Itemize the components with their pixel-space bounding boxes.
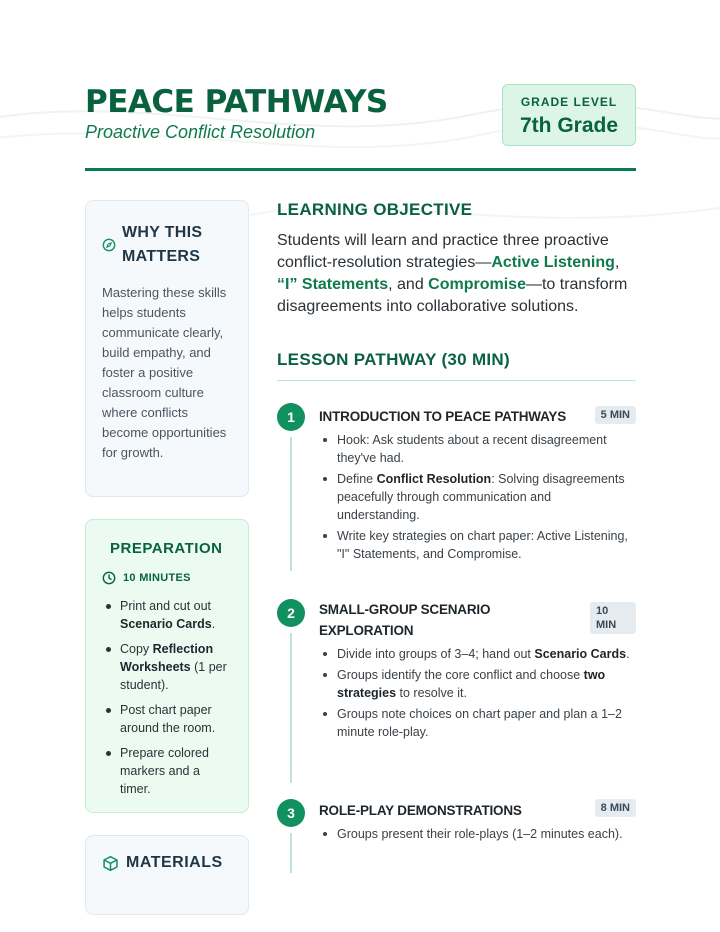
- step-duration-badge: 10 MIN: [590, 602, 636, 634]
- list-item: Print and cut out Scenario Cards.: [102, 597, 232, 633]
- step-connector-line: [290, 833, 292, 873]
- step-number-badge: 2: [277, 599, 305, 627]
- clock-icon: [102, 571, 116, 585]
- box-icon: [102, 855, 119, 872]
- lesson-step-3: [277, 799, 636, 879]
- list-item: Groups identify the core conflict and choose two strategies to resolve it.: [319, 666, 636, 702]
- learning-objective-title: LEARNING OBJECTIVE: [277, 200, 473, 219]
- step-title: SMALL-GROUP SCENARIO EXPLORATION: [319, 602, 491, 638]
- list-item: Hook: Ask students about a recent disagreement they've had.: [319, 431, 636, 467]
- materials-card: [85, 835, 249, 915]
- preparation-time-label: 10 MINUTES: [123, 572, 191, 584]
- strategy-i-statements: “I” Statements: [277, 276, 389, 293]
- step-bullets: [319, 431, 636, 563]
- lesson-steps: [277, 403, 636, 879]
- grade-level-value: 7th Grade: [519, 114, 619, 137]
- list-item: Groups note choices on chart paper and plan a 1–2 minute role-play.: [319, 705, 636, 741]
- page-subtitle: Proactive Conflict Resolution: [85, 122, 316, 142]
- step-number-badge: 3: [277, 799, 305, 827]
- step-duration-badge: 8 MIN: [595, 799, 636, 817]
- page-header: [85, 84, 636, 174]
- preparation-time: [102, 571, 232, 585]
- list-item: Divide into groups of 3–4; hand out Scenario Cards.: [319, 645, 636, 663]
- list-item: Define Conflict Resolution: Solving disagreements peacefully through communication and understanding.: [319, 470, 636, 524]
- step-title: ROLE-PLAY DEMONSTRATIONS: [319, 803, 522, 818]
- lesson-step-1: [277, 403, 636, 599]
- sidebar: [85, 200, 249, 932]
- list-item: Post chart paper around the room.: [102, 701, 232, 737]
- lesson-step-2: [277, 599, 636, 799]
- lesson-pathway-title: LESSON PATHWAY (30 MIN): [277, 350, 510, 369]
- why-this-matters-title: WHY THIS MATTERS: [122, 224, 203, 265]
- why-this-matters-card: [85, 200, 249, 497]
- list-item: Prepare colored markers and a timer.: [102, 744, 232, 798]
- grade-level-badge: [502, 84, 636, 146]
- materials-title: MATERIALS: [126, 854, 223, 871]
- header-divider: [85, 168, 636, 171]
- step-duration-badge: 5 MIN: [595, 406, 636, 424]
- compass-icon: [102, 238, 116, 252]
- preparation-title: PREPARATION: [110, 540, 223, 557]
- list-item: Copy Reflection Worksheets (1 per student).: [102, 640, 232, 694]
- list-item: Write key strategies on chart paper: Active Listening, "I" Statements, and Compromise.: [319, 527, 636, 563]
- learning-objective-text: Students will learn and practice three proactive conflict-resolution strategies—Active Listening, “I” Statements, and Compromise—to transform disagreements into collaborative solutions.: [277, 232, 628, 315]
- lesson-pathway-divider: [277, 380, 636, 381]
- step-number-badge: 1: [277, 403, 305, 431]
- strategy-compromise: Compromise: [428, 276, 526, 293]
- grade-level-label: GRADE LEVEL: [520, 95, 618, 109]
- step-connector-line: [290, 633, 292, 783]
- main-content: [277, 200, 636, 879]
- step-bullets: [319, 645, 636, 741]
- why-this-matters-text: Mastering these skills helps students communicate clearly, build empathy, and foster a positive classroom culture where conflicts become opportunities for growth.: [102, 285, 227, 460]
- preparation-card: [85, 519, 249, 813]
- list-item: Groups present their role-plays (1–2 minutes each).: [319, 825, 636, 843]
- preparation-list: [102, 597, 232, 798]
- step-bullets: [319, 825, 636, 843]
- step-connector-line: [290, 437, 292, 571]
- step-title: INTRODUCTION TO PEACE PATHWAYS: [319, 409, 567, 424]
- page-title: PEACE PATHWAYS: [85, 84, 388, 120]
- strategy-active-listening: Active Listening: [491, 254, 615, 271]
